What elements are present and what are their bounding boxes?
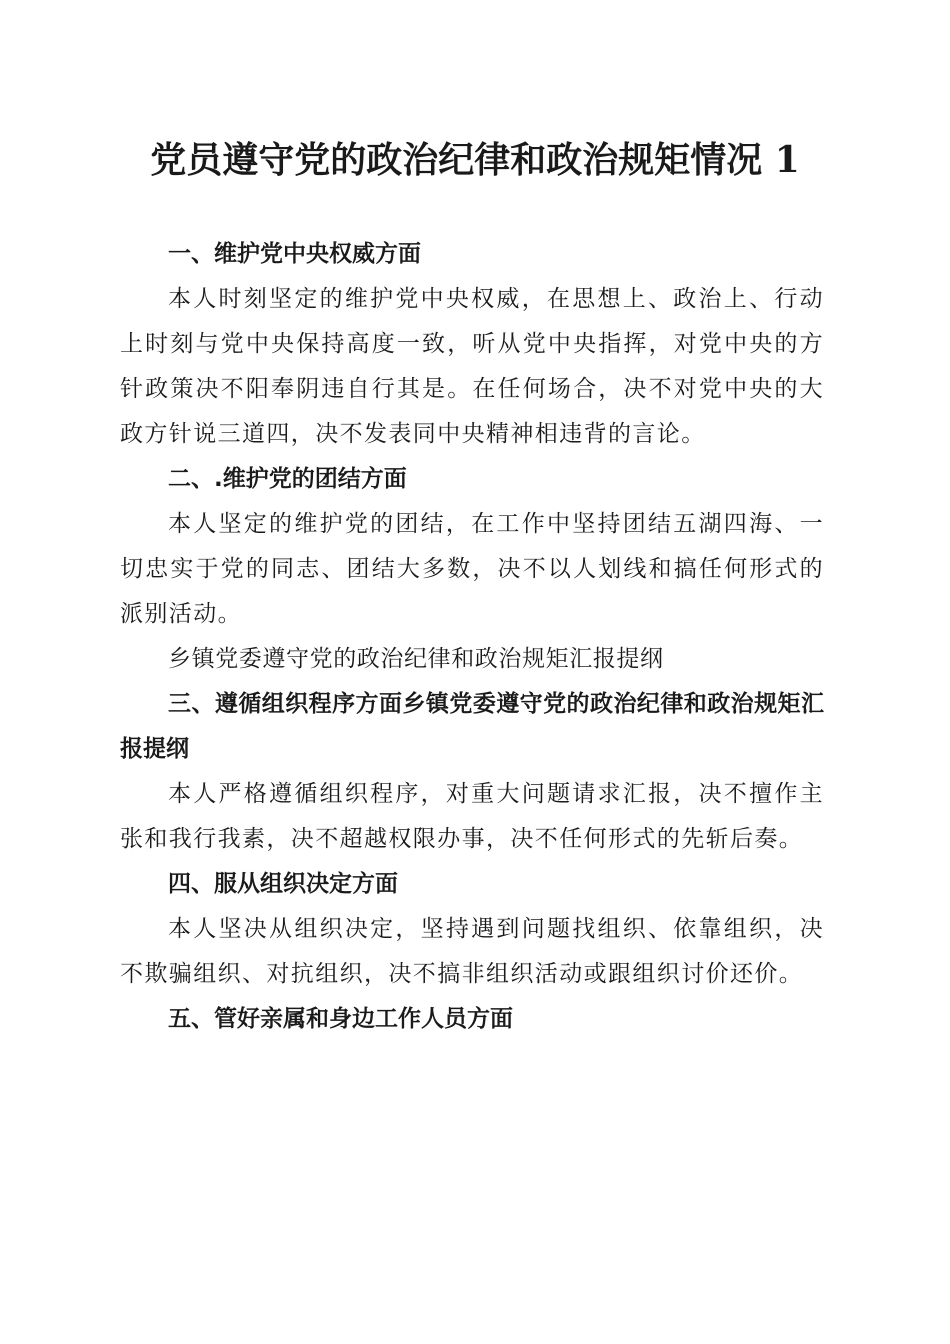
- document-title: 党员遵守党的政治纪律和政治规矩情况 1: [150, 139, 800, 181]
- section-paragraph-4: 本人坚决从组织决定，坚持遇到问题找组织、依靠组织，决不欺骗组织、对抗组织，决不搞非组织活动或跟组织讨价还价。: [120, 916, 824, 987]
- section-heading-3: 三、遵循组织程序方面乡镇党委遵守党的政治纪律和政治规矩汇报提纲: [120, 691, 824, 762]
- section-paragraph-3: 本人严格遵循组织程序，对重大问题请求汇报，决不擅作主张和我行我素，决不超越权限办事，决不任何形式的先斩后奏。: [120, 781, 824, 852]
- section-paragraph-2: 本人坚定的维护党的团结，在工作中坚持团结五湖四海、一切忠实于党的同志、团结大多数，决不以人划线和搞任何形式的派别活动。: [120, 511, 824, 627]
- section-heading-4: 四、服从组织决定方面: [168, 871, 398, 897]
- section-paragraph-1: 本人时刻坚定的维护党中央权威，在思想上、政治上、行动上时刻与党中央保持高度一致，听从党中央指挥，对党中央的方针政策决不阳奉阴违自行其是。在任何场合，决不对党中央的大政方针说三道四，决不发表同中央精神相违背的言论。: [120, 286, 824, 447]
- section-heading-5: 五、管好亲属和身边工作人员方面: [168, 1006, 513, 1032]
- section-heading-2: 二、.维护党的团结方面: [168, 466, 407, 492]
- inline-outline-title: 乡镇党委遵守党的政治纪律和政治规矩汇报提纲: [168, 646, 664, 672]
- section-heading-1: 一、维护党中央权威方面: [168, 241, 421, 267]
- document-body: [120, 232, 824, 1042]
